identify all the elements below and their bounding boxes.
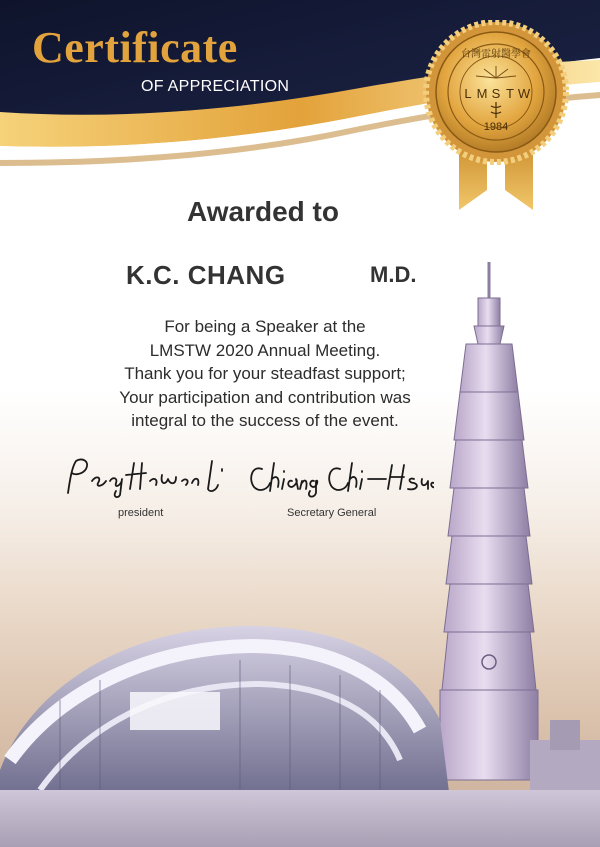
seal-letter-l: L	[464, 86, 472, 101]
president-title: president	[118, 507, 164, 519]
seal-year: 1984	[483, 121, 509, 133]
recipient-name: K.C. CHANG	[126, 260, 286, 290]
secretary-general-signature	[244, 455, 434, 501]
message-line: Your participation and contribution was	[119, 387, 411, 407]
message-line: LMSTW 2020 Annual Meeting.	[149, 340, 381, 360]
message-line: For being a Speaker at the	[164, 317, 366, 336]
secretary-general-title: Secretary General	[287, 507, 377, 519]
appreciation-message	[60, 315, 470, 433]
message-line: integral to the success of the event.	[131, 411, 399, 430]
recipient-degree: M.D.	[370, 262, 417, 287]
certificate-title: Certificate	[32, 23, 238, 72]
seal-letter-w: W	[517, 86, 531, 101]
low-buildings	[530, 720, 600, 800]
exhibition-dome	[0, 626, 450, 800]
certificate-subtitle: OF APPRECIATION	[141, 78, 290, 95]
seal-letter-m: M	[476, 86, 488, 101]
message-line: Thank you for your steadfast support;	[124, 364, 406, 383]
seal-letter-t: T	[506, 86, 514, 101]
awarded-heading: Awarded to	[187, 196, 339, 227]
president-signature	[62, 455, 232, 501]
seal-letter-s: S	[491, 86, 501, 101]
lmstw-seal	[411, 20, 581, 220]
seal-arc-text: 台灣雷射醫學會	[461, 49, 531, 60]
plaza-ground	[0, 790, 600, 847]
